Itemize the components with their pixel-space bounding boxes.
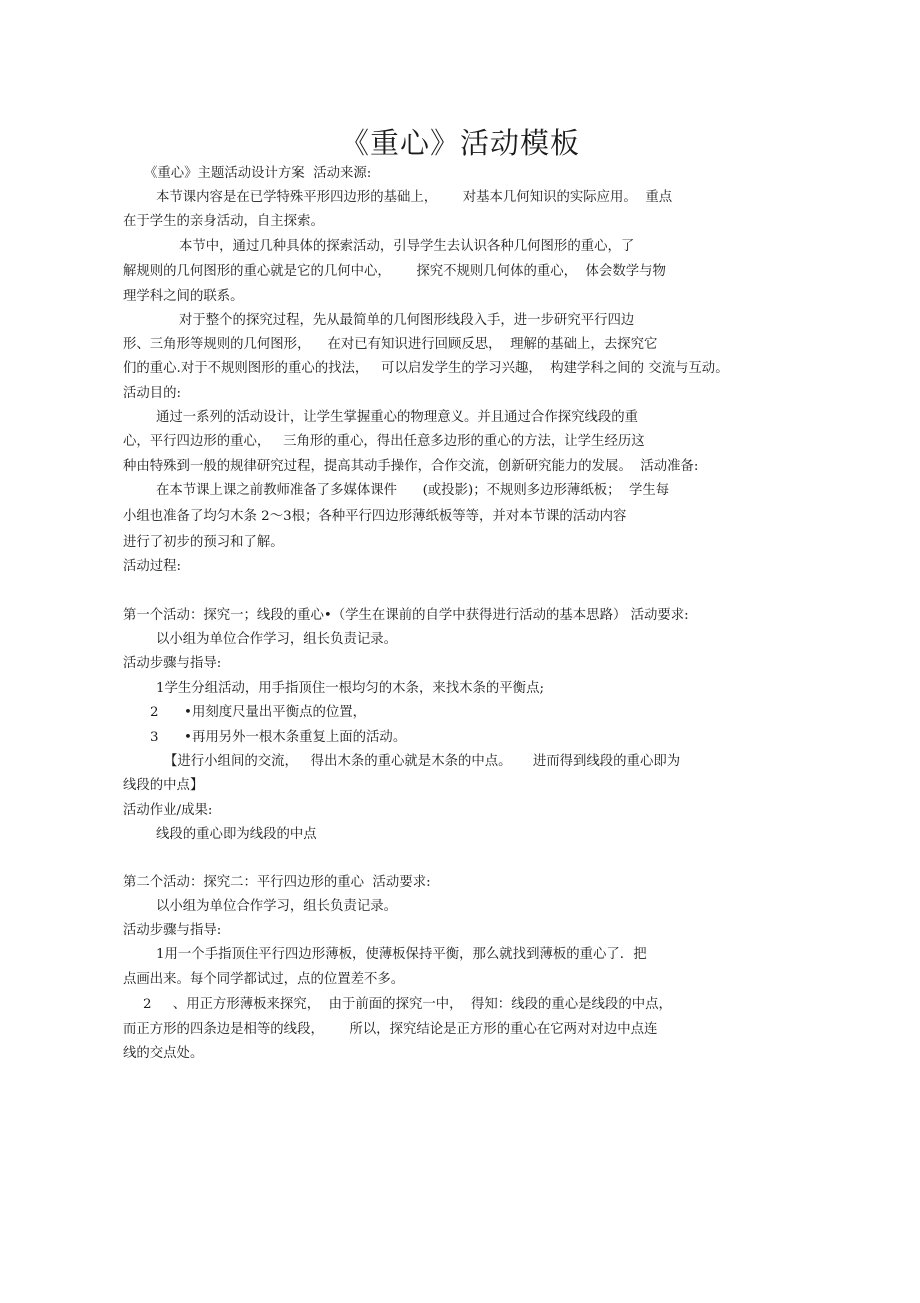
text-line: 们的重心.对于不规则图形的重心的找法， 可以启发学生的学习兴趣， 构建学科之间的 交流与互动。 [123, 361, 729, 376]
step-item: 3 •再用另外一根木条重复上面的活动。 [150, 730, 407, 745]
section-heading: 活动步骤与指导: [123, 923, 222, 938]
text-line: 以小组为单位合作学习，组长负责记录。 [156, 899, 398, 914]
text-line: 线段的中点】 [123, 778, 204, 793]
text-line: 本节课内容是在已学特殊平形四边形的基础上， 对基本几何知识的实际应用。 重点 [156, 190, 673, 205]
section-heading: 活动目的: [123, 386, 182, 401]
activity-heading: 第二个活动：探究二：平行四边形的重心 活动要求: [123, 875, 431, 890]
text-line: 形、三角形等规则的几何图形， 在对已有知识进行回顾反思， 理解的基础上，去探究它 [123, 337, 658, 352]
text-line: 【进行小组间的交流， 得出木条的重心就是木条的中点。 进而得到线段的重心即为 [164, 754, 681, 769]
text-line: 而正方形的四条边是相等的线段， 所以，探究结论是正方形的重心在它两对对边中点连 [123, 1022, 658, 1037]
text-line: 线段的重心即为线段的中点 [156, 827, 317, 842]
text-line: 点画出来。每个同学都试过，点的位置差不多。 [123, 972, 405, 987]
text-line: 小组也准备了均匀木条 2～3根；各种平行四边形薄纸板等等，并对本节课的活动内容 [123, 509, 627, 524]
text-line: 本节中，通过几种具体的探索活动，引导学生去认识各种几何图形的重心，了 [179, 239, 635, 254]
text-line: 理学科之间的联系。 [123, 289, 244, 304]
text-line: 在于学生的亲身活动，自主探索。 [123, 214, 324, 229]
step-item: 1用一个手指顶住平行四边形薄板，使薄板保持平衡，那么就找到薄板的重心了．把 [156, 947, 647, 962]
step-item: 2 、用正方形薄板来探究， 由于前面的探究一中， 得知：线段的重心是线段的中点， [143, 997, 672, 1012]
section-heading: 活动过程: [123, 559, 182, 574]
text-line: 在本节课上课之前教师准备了多媒体课件 (或投影)；不规则多边形薄纸板； 学生每 [156, 483, 670, 498]
text-line: 线的交点处。 [123, 1046, 204, 1061]
text-line: 心，平行四边形的重心， 三角形的重心，得出任意多边形的重心的方法，让学生经历这 [123, 434, 645, 449]
text-line: 通过一系列的活动设计，让学生掌握重心的物理意义。并且通过合作探究线段的重 [156, 410, 639, 425]
text-line: 《重心》主题活动设计方案 活动来源: [144, 166, 372, 181]
step-item: 2 •用刻度尺量出平衡点的位置， [150, 705, 367, 720]
text-line: 对于整个的探究过程，先从最简单的几何图形线段入手，进一步研究平行四边 [179, 313, 635, 328]
activity-heading: 第一个活动：探究一；线段的重心•（学生在课前的自学中获得进行活动的基本思路） 活动要求: [123, 608, 689, 623]
text-line: 以小组为单位合作学习，组长负责记录。 [156, 632, 398, 647]
step-item: 1学生分组活动，用手指顶住一根均匀的木条，来找木条的平衡点; [156, 681, 544, 696]
section-heading: 活动作业/成果: [123, 803, 213, 818]
section-heading: 活动步骤与指导: [123, 656, 222, 671]
text-line: 种由特殊到一般的规律研究过程，提高其动手操作，合作交流，创新研究能力的发展。 活动准备: [123, 459, 699, 474]
document-title: 《重心》活动模板 [339, 126, 580, 160]
text-line: 解规则的几何图形的重心就是它的几何中心， 探究不规则几何体的重心， 体会数学与物 [123, 264, 666, 279]
text-line: 进行了初步的预习和了解。 [123, 535, 284, 550]
